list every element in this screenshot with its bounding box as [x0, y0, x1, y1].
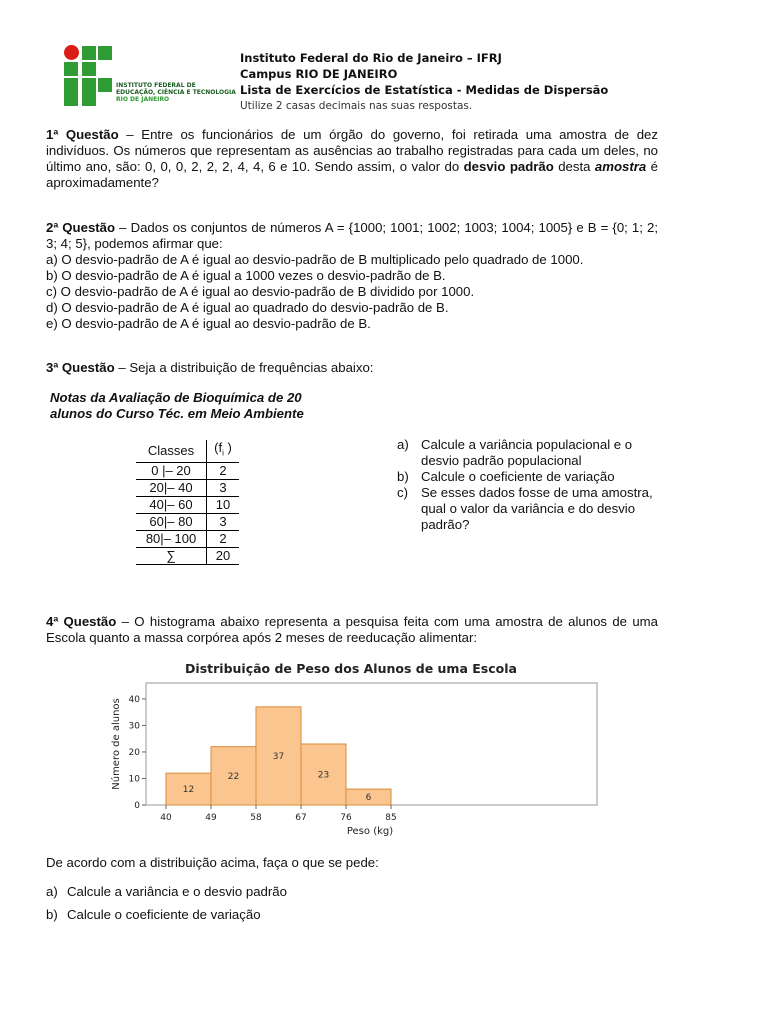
item-text: Calcule a variância e o desvio padrão	[67, 884, 287, 899]
question-2-intro	[46, 220, 658, 252]
table-cell: 3	[207, 479, 240, 496]
list-item	[397, 437, 659, 469]
question-3-label: 3ª Questão	[46, 360, 115, 375]
header-note: Utilize 2 casas decimais nas suas respostas.	[240, 100, 473, 112]
header	[240, 50, 608, 114]
question-1-label: 1ª Questão	[46, 127, 119, 142]
question-4-items	[46, 884, 658, 923]
table-cell: 0 |– 20	[136, 462, 207, 479]
bar-value-label: 6	[365, 793, 372, 804]
y-tick-label: 30	[128, 721, 140, 732]
bar-value-label: 12	[182, 785, 195, 796]
bar-value-label: 23	[317, 770, 330, 781]
table-cell: 80|– 100	[136, 530, 207, 547]
table-cell: 3	[207, 513, 240, 530]
table-header-cell: ($f_i$ )	[207, 440, 240, 462]
table-cell: 2	[207, 462, 240, 479]
table-cell: 10	[207, 496, 240, 513]
item-text: Calcule a variância populacional e o desvio padrão populacional	[421, 437, 633, 468]
table-header-cell: Classes	[136, 440, 207, 462]
histogram	[100, 655, 610, 840]
x-tick-label: 67	[295, 813, 307, 823]
question-4-intro	[46, 614, 658, 646]
x-axis-label: Peso (kg)	[346, 826, 394, 837]
x-tick-label: 40	[160, 813, 172, 823]
logo-red-dot	[64, 45, 79, 60]
item-label: b)	[46, 907, 58, 922]
list-item	[397, 469, 659, 485]
table-cell: 20	[207, 547, 240, 564]
list-item	[46, 907, 658, 923]
x-tick-label: 85	[385, 813, 397, 823]
list-item	[397, 485, 659, 533]
item-label: a)	[397, 437, 409, 452]
y-tick-label: 0	[134, 801, 140, 811]
frequency-table	[136, 440, 239, 565]
x-tick-label: 76	[340, 813, 352, 823]
item-text: Calcule o coeficiente de variação	[67, 907, 261, 922]
item-label: a)	[46, 884, 58, 899]
question-1-bold: desvio padrão	[463, 159, 554, 174]
item-label: c)	[397, 485, 408, 500]
question-2-text: – Dados os conjuntos de números A = {1000; 1001; 1002; 1003; 1004; 1005} e B = {0; 1; 2; 3; 4; 5}, podemos afirmar que:	[46, 220, 658, 251]
table-row	[136, 496, 239, 513]
table-header-row	[136, 440, 239, 462]
question-1-text: – Entre os funcionários de um órgão do governo, foi retirada uma amostra de dez indivíduos. Os números que representam as ausências ao trabalho registradas para cada um deles, no último ano, são: 0, 0, 0, 2, 2, 2, 4, 4, 6 e 10. Sendo assim, o valor do	[46, 127, 658, 174]
x-tick-label: 49	[205, 813, 217, 823]
table-title-line: alunos do Curso Téc. em Meio Ambiente	[50, 406, 304, 421]
y-tick-label: 10	[128, 774, 140, 785]
chart-title: Distribuição de Peso dos Alunos de uma Escola	[185, 661, 517, 676]
list-item	[46, 884, 658, 900]
table-cell: 20|– 40	[136, 479, 207, 496]
table-total-row	[136, 547, 239, 564]
table-row	[136, 479, 239, 496]
list-title: Lista de Exercícios de Estatística - Medidas de Dispersão	[240, 83, 609, 97]
bar-value-label: 37	[272, 751, 285, 762]
question-2-option: c) O desvio-padrão de A é igual ao desvio-padrão de B dividido por 1000.	[46, 284, 475, 299]
question-4-after: De acordo com a distribuição acima, faça o que se pede:	[46, 855, 379, 870]
table-row	[136, 462, 239, 479]
question-2-label: 2ª Questão	[46, 220, 116, 235]
question-2-option: e) O desvio-padrão de A é igual ao desvio-padrão de B.	[46, 316, 371, 331]
question-4-text: – O histograma abaixo representa a pesquisa feita com uma amostra de alunos de uma Escola quanto a massa corpórea após 2 meses de reeducação alimentar:	[46, 614, 658, 645]
question-4-label: 4ª Questão	[46, 614, 117, 629]
question-1-text: é aproximadamente?	[46, 159, 658, 190]
question-2-option: d) O desvio-padrão de A é igual ao quadrado do desvio-padrão de B.	[46, 300, 449, 315]
y-axis-label: Número de alunos	[111, 698, 122, 790]
table-cell: ∑	[136, 547, 207, 564]
item-text: Calcule o coeficiente de variação	[421, 469, 615, 484]
table-cell: 60|– 80	[136, 513, 207, 530]
question-2-option: b) O desvio-padrão de A é igual a 1000 vezes o desvio-padrão de B.	[46, 268, 446, 283]
question-3-text: – Seja a distribuição de frequências abaixo:	[114, 360, 374, 375]
x-tick-label: 58	[250, 813, 262, 823]
table-title	[50, 390, 340, 422]
y-tick-label: 20	[128, 747, 140, 758]
table-row	[136, 513, 239, 530]
institution-name: Instituto Federal do Rio de Janeiro – IFRJ	[240, 51, 502, 65]
logo	[62, 44, 236, 106]
bar-value-label: 22	[227, 771, 240, 782]
table-title-line: Notas da Avaliação de Bioquímica de 20	[50, 390, 302, 405]
question-3-intro	[46, 360, 658, 376]
item-text: Se esses dados fosse de uma amostra, qual o valor da variância e do desvio padrão?	[421, 485, 653, 532]
table-cell: 40|– 60	[136, 496, 207, 513]
question-1-text: desta	[553, 159, 595, 174]
item-label: b)	[397, 469, 409, 484]
logo-text-line: EDUCAÇÃO, CIÊNCIA E TECNOLOGIA	[116, 89, 236, 96]
logo-text-line: INSTITUTO FEDERAL DE	[116, 82, 196, 89]
table-row	[136, 530, 239, 547]
table-cell: 2	[207, 530, 240, 547]
question-1-emphasis: amostra	[594, 159, 647, 174]
y-tick-label: 40	[128, 694, 140, 705]
question-2	[46, 220, 658, 332]
question-1	[46, 127, 658, 191]
question-2-option: a) O desvio-padrão de A é igual ao desvio-padrão de B multiplicado pelo quadrado de 1000.	[46, 252, 584, 267]
campus-name: Campus RIO DE JANEIRO	[240, 67, 398, 81]
question-3-items	[397, 437, 659, 533]
logo-text-line: RIO DE JANEIRO	[116, 96, 170, 103]
